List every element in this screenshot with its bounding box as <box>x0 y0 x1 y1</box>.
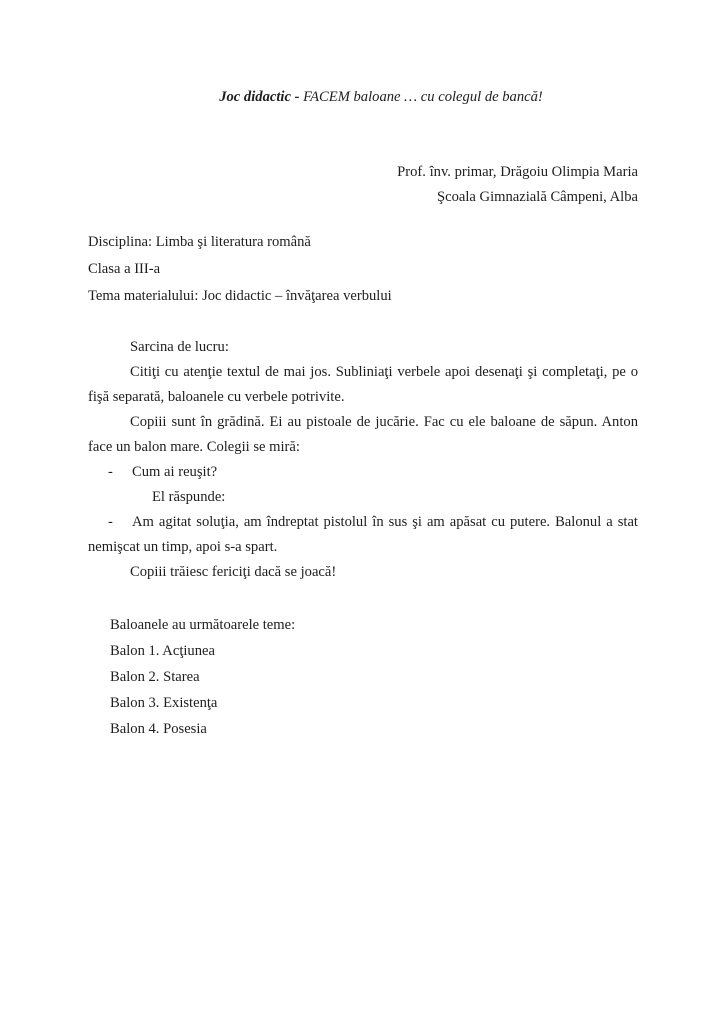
balloon-item-1: Balon 1. Acţiunea <box>110 643 215 659</box>
dialogue-1-text: Cum ai reuşit? <box>132 464 218 480</box>
balloon-item-4: Balon 4. Posesia <box>110 721 207 737</box>
discipline-line: Disciplina: Limba şi literatura română <box>88 234 311 250</box>
body-block <box>88 335 638 585</box>
school-line: Şcoala Gimnazială Câmpeni, Alba <box>436 189 638 205</box>
dialogue-2-dash: - <box>108 514 113 530</box>
task-heading: Sarcina de lucru: <box>130 339 229 355</box>
balloon-item-3: Balon 3. Existenţa <box>110 695 218 711</box>
title-italic-segment: FACEM baloane … cu colegul de bancă! <box>303 89 543 105</box>
author-line: Prof. înv. primar, Drăgoiu Olimpia Maria <box>397 164 638 180</box>
title-bold-segment: Joc didactic - <box>219 89 300 105</box>
dialogue-1-dash: - <box>108 464 113 480</box>
dialogue-2-text: Am agitat soluţia, am îndreptat pistolul în sus şi am apăsat cu putere. Balonul a stat nemişcat un timp, apoi s-a spart. <box>88 514 638 555</box>
dialogue-line-2 <box>88 510 638 560</box>
closing-line: Copiii trăiesc fericiţi dacă se joacă! <box>130 564 337 580</box>
dialogue-line-1 <box>88 460 638 485</box>
meta-block <box>88 229 638 310</box>
balloon-item-2: Balon 2. Starea <box>110 669 200 685</box>
grade-line: Clasa a III-a <box>88 261 161 277</box>
document-title <box>88 84 638 110</box>
task-instructions: Citiţi cu atenţie textul de mai jos. Subliniaţi verbele apoi desenaţi şi completaţi, pe o fişă separată, baloanele cu verbele potrivite. <box>88 364 638 405</box>
dialogue-interlude: El răspunde: <box>152 489 226 505</box>
balloons-heading: Baloanele au următoarele teme: <box>110 617 296 633</box>
author-block <box>88 160 638 210</box>
story-paragraph: Copiii sunt în grădină. Ei au pistoale de jucărie. Fac cu ele baloane de săpun. Anton face un balon mare. Colegii se miră: <box>88 414 638 455</box>
theme-line: Tema materialului: Joc didactic – învăţarea verbului <box>88 288 392 304</box>
balloons-block <box>88 612 638 742</box>
